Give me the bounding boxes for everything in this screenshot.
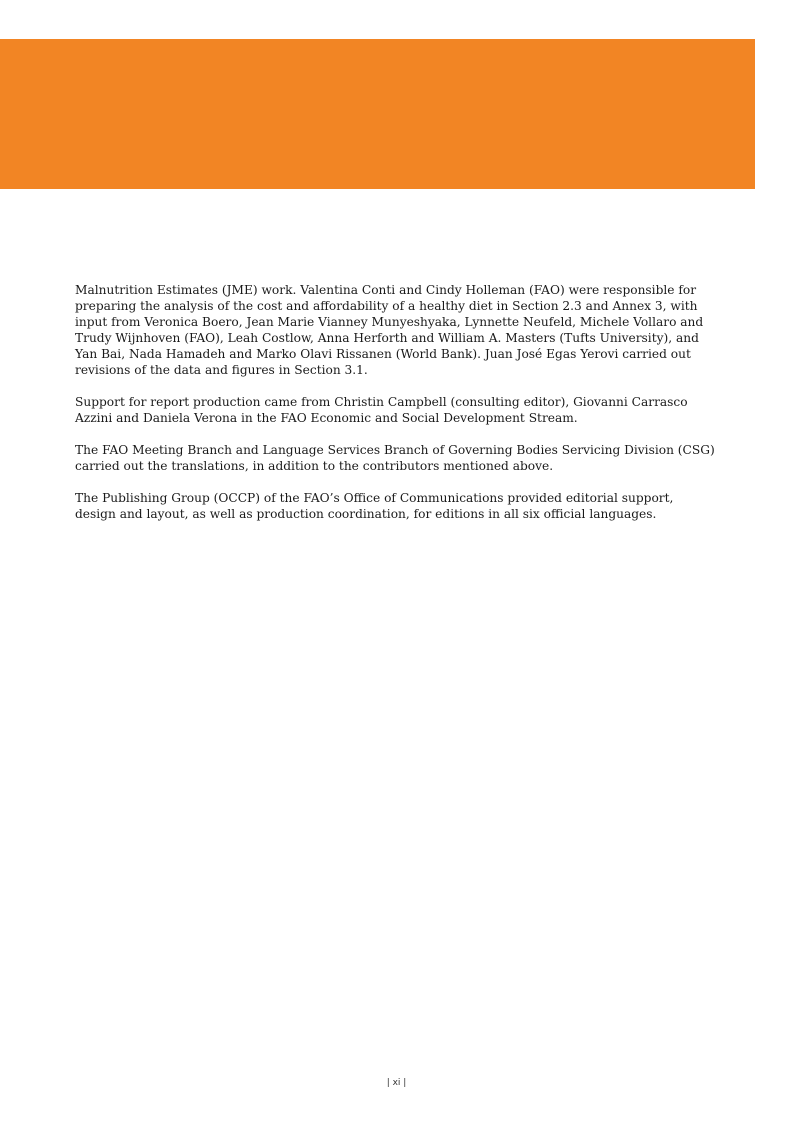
- paragraph-translations: The FAO Meeting Branch and Language Services Branch of Governing Bodies Servicing Division (CSG) carried out the translations, in addition to the contributors mentioned above.: [75, 443, 715, 473]
- paragraph-malnutrition-estimates: Malnutrition Estimates (JME) work. Valentina Conti and Cindy Holleman (FAO) were responsible for preparing the analysis of the cost and affordability of a healthy diet in Section 2.3 and Annex 3, with input from Veronica Boero, Jean Marie Vianney Munyeshyaka, Lynnette Neufeld, Michele Vollaro and Trudy Wijnhoven (FAO), Leah Costlow, Anna Herforth and William A. Masters (Tufts University), and Yan Bai, Nada Hamadeh and Marko Olavi Rissanen (World Bank). Juan José Egas Yerovi carried out revisions of the data and figures in Section 3.1.: [75, 283, 704, 377]
- paragraph-report-production: Support for report production came from Christin Campbell (consulting editor), Giovanni Carrasco Azzini and Daniela Verona in the FAO Economic and Social Development Stream.: [75, 395, 688, 425]
- paragraph-publishing-group: The Publishing Group (OCCP) of the FAO’s Office of Communications provided editorial support, design and layout, as well as production coordination, for editions in all six official languages.: [75, 491, 674, 521]
- page-number: | xi |: [386, 1078, 407, 1088]
- acknowledgements-body: [75, 282, 715, 538]
- header-color-band: [0, 39, 755, 189]
